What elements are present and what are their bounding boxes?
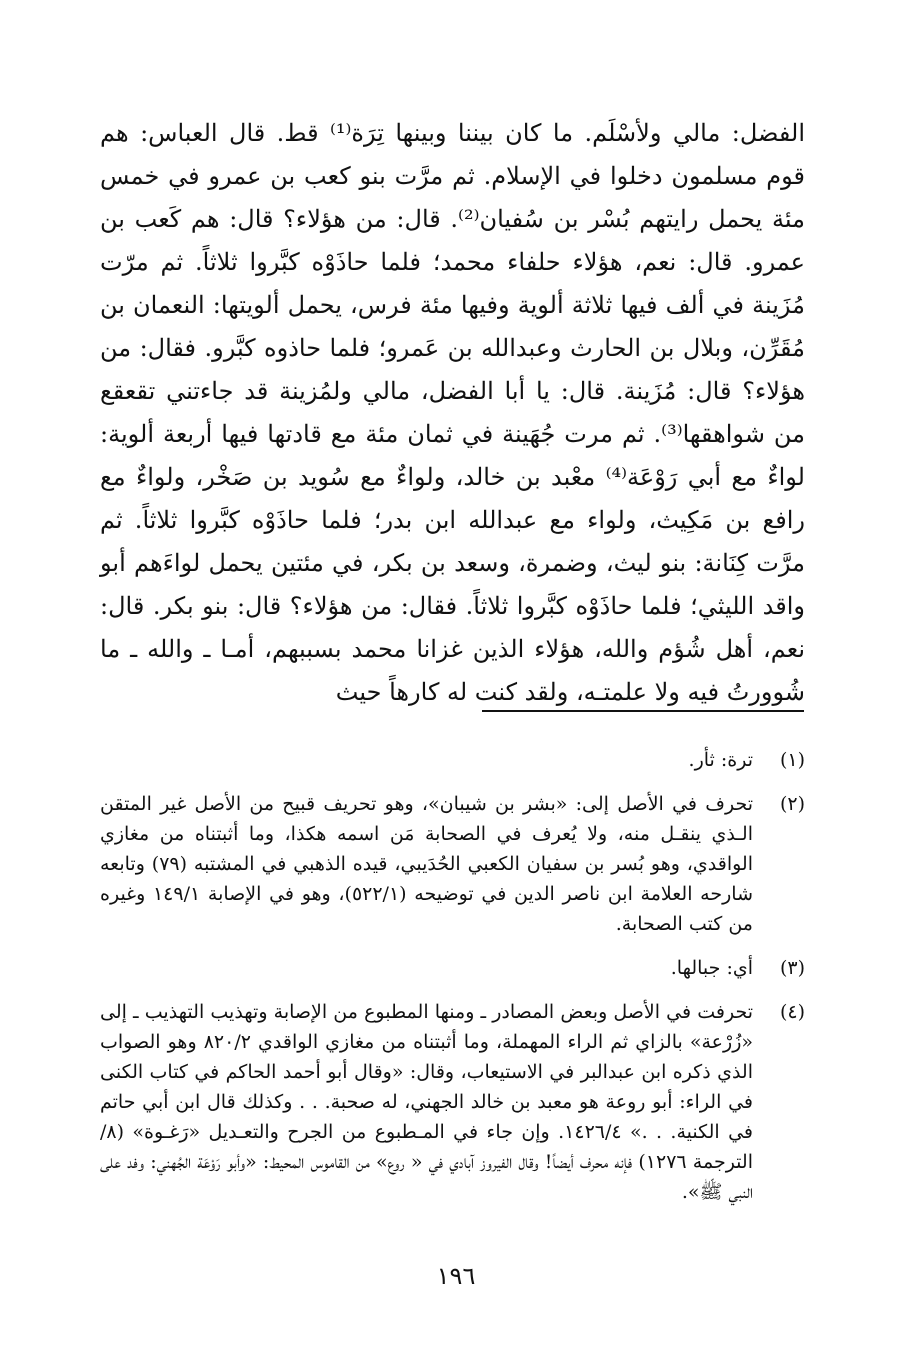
- footnotes-section: [100, 745, 805, 1221]
- footnote-number: (٤): [779, 1001, 805, 1023]
- footnote-text: أي: جبالها.: [670, 957, 753, 979]
- footnote-number: (١): [779, 749, 805, 771]
- main-paragraph: الفضل: مالي ولأسْلَم. ما كان بيننا وبينها تِرَة⁽¹⁾ قط. قال العباس: هم قوم مسلمون دخلوا في الإسلام. ثم مرَّت بنو كعب بن عمرو في خمس مئة يحمل رايتهم بُسْر بن سُفيان⁽²⁾. قال: من هؤلاء؟ قال: هم كَعب بن عمرو. قال: نعم، هؤلاء حلفاء محمد؛ فلما حاذَوْه كبَّروا ثلاثاً. ثم مرّت مُزَينة في ألف فيها ثلاثة ألوية وفيها مئة فرس، يحمل ألويتها: النعمان بن مُقَرِّن، وبلال بن الحارث وعبدالله بن عَمرو؛ فلما حاذوه كبَّرو. فقال: من هؤلاء؟ قال: مُزَينة. قال: يا أبا الفضل، مالي ولمُزينة قد جاءتني تقعقع من شواهقها⁽³⁾. ثم مرت جُهَينة في ثمان مئة مع قادتها فيها أربعة ألوية: لواءٌ مع أبي رَوْعَة⁽⁴⁾ معْبد بن خالد، ولواءٌ مع سُويد بن صَخْر، ولواءٌ مع رافع بن مَكِيث، ولواء مع عبدالله ابن بدر؛ فلما حاذَوْه كبَّروا ثلاثاً. ثم مرَّت كِنَانة: بنو ليث، وضمرة، وسعد بن بكر، في مئتين يحمل لواءَهم أبو واقد الليثي؛ فلما حاذَوْه كبَّروا ثلاثاً. فقال: من هؤلاء؟ قال: بنو بكر. قال: نعم، أهل شُؤم والله، هؤلاء الذين غزانا محمد بسببهم، أمـا ـ والله ـ ما شُوورتُ فيه ولا علمتـه، ولقد كنت له كارهاً حيث: [100, 119, 806, 706]
- footnote-item: [100, 789, 805, 939]
- footnote-text: تحرف في الأصل إلى: «بشر بن شيبان»، وهو تحريف قبيح من الأصل غير المتقن الـذي ينقـل منه، ولا يُعرف في الصحابة مَن اسمه هكذا، وما أثبتناه من مغازي الواقدي، وهو بُسر بن سفيان الكعبي الحُدَيبي، قيده الذهبي في المشتبه (٧٩) وتابعه شارحه العلامة ابن ناصر الدين في توضيحه (٥٢٢/١)، وهو في الإصابة ١٤٩/١ وغيره من كتب الصحابة.: [100, 793, 753, 935]
- main-text-block: [100, 112, 805, 714]
- footnote-number: (٢): [779, 793, 805, 815]
- page-number: ١٩٦: [436, 1262, 476, 1290]
- footnote-item: [100, 745, 805, 775]
- footnote-item: [100, 997, 805, 1207]
- footnote-item: [100, 953, 805, 983]
- footnote-text: ترة: ثأر.: [688, 749, 753, 771]
- footnote-text: تحرفت في الأصل وبعض المصادر ـ ومنها المطبوع من الإصابة وتهذيب التهذيب ـ إلى «زُرْعة» بالزاي ثم الراء المهملة، وما أثبتناه من مغازي الواقدي ٨٢٠/٢ وهو الصواب الذي ذكره ابن عبدالبر في الاستيعاب، وقال: «وقال أبو أحمد الحاكم في كتاب الكنى في الراء: أبو روعة هو معبد بن خالد الجهني، له صحبة. . . وكذلك قال ابن أبي حاتم في الكنية. . .» ١٤٢٦/٤. وإن جاء في المـطبوع من الجرح والتعـديل «رَغـوة» (٨/الترجمة ١٢٧٦) فإنه محرف أيضاً! وقال الفيروز آبادي في « روع» من القاموس المحيط: «وأبو رَوْعَة الجُهني: وفد على النبي ﷺ».: [100, 1001, 753, 1203]
- footnote-separator: [482, 710, 804, 712]
- footnote-number: (٣): [779, 957, 805, 979]
